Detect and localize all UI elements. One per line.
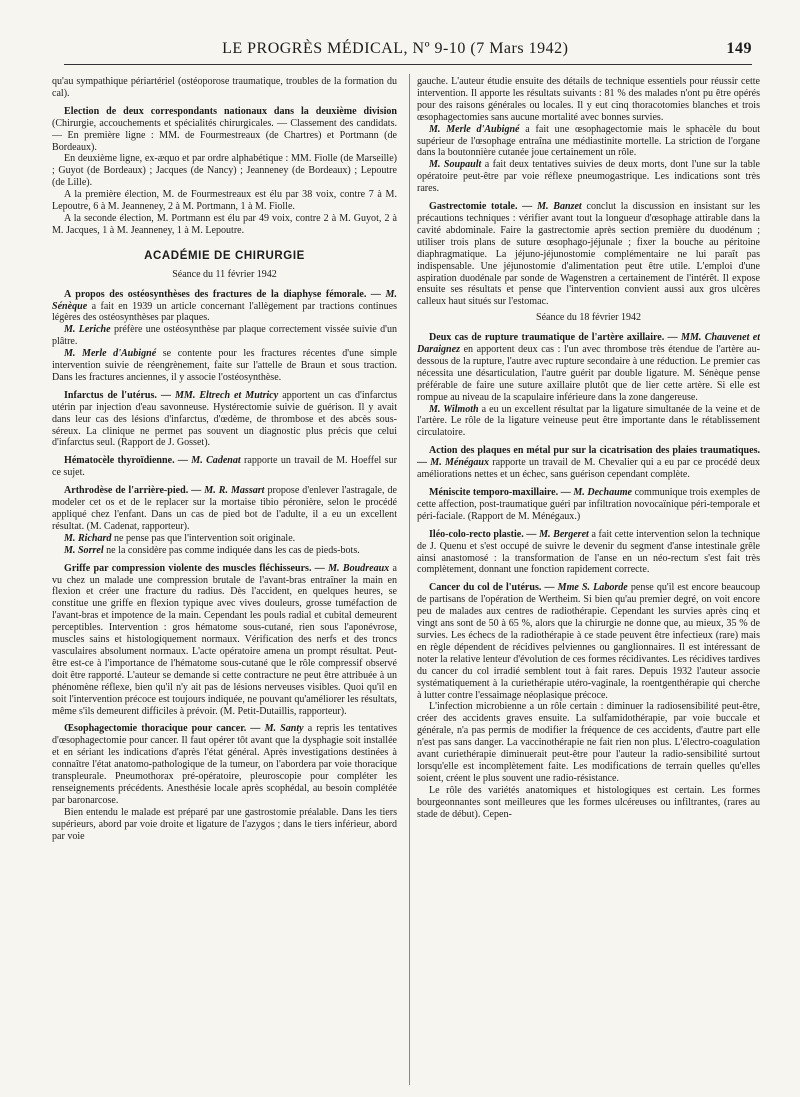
gastrec-title: Gastrectomie totale. — [429, 201, 518, 213]
election-paragraph-3: A la première élection, M. de Fourmestreaux est élu par 38 voix, contre 7 à M. Lepoutre, 6 à M. Jeanneney, 2 à M. Portmann, 1 à M. Fiolle. — [52, 189, 397, 213]
seance-date: Séance du 11 février 1942 — [172, 268, 277, 280]
griffe-title: Griffe par compression violente des muscles fléchisseurs. — [64, 562, 312, 574]
hemato-author: — M. Cadenat — [177, 455, 241, 467]
wilmoth-author: M. Wilmoth — [429, 403, 479, 415]
arthro-author: — M. R. Massart — [191, 485, 265, 497]
wilmoth-text: a eu un excellent résultat par la ligature simultanée de la veine et de l'artère. Le rôle de la ligature veineuse peut être importante dans le rétablissement circulatoire. — [417, 403, 760, 439]
hemato-title: Hématocèle thyroïdienne. — [64, 455, 175, 467]
menisc-paragraph — [417, 487, 760, 523]
rupture-title: Deux cas de rupture traumatique de l'artère axillaire. — [429, 332, 665, 344]
cancer-text: pense qu'il est encore beaucoup de partisans de l'opération de Wertheim. Si bien qu'au premier degré, on voit encore peu de malades aux centres de radiothérapie. Cependant les survies après cinq et vingt ans sont de 50 à 65 %, alors que la chirurgie ne donne que, au mieux, 35 % de survies. Les échecs de la radiothérapie à ce stade peuvent être infectieux (rare) mais en règle dépendent de récidives pelviennes ou ganglionnaires. Il est intéressant de noter la relative lenteur d'évolution de ces formes récidivantes. Les récidives tardives du cancer du col irradié semblent tout à fait rares. Depuis 1932 l'auteur associe systématiquement à la curiethérapie utéro-vaginale, la roentgenthérapie qui cherche à lutter contre l'essaimage néoplasique précoce. — [417, 582, 760, 701]
soupault-author: M. Soupault — [429, 159, 482, 171]
osteo-author: — M. Sénèque — [52, 288, 397, 312]
section-title: ACADÉMIE DE CHIRURGIE — [144, 249, 305, 262]
arthro-title: Arthrodèse de l'arrière-pied. — [64, 485, 189, 497]
hemato-paragraph — [52, 455, 397, 479]
infarctus-author: — MM. Eltrech et Mutricy — [160, 389, 279, 401]
leriche-author: M. Leriche — [64, 324, 111, 336]
richard-paragraph — [52, 533, 397, 545]
rupture-author: — MM. Chauvenet et Daraignez — [417, 332, 760, 356]
menisc-author: — M. Dechaume — [560, 487, 632, 498]
osteo-item — [52, 289, 397, 384]
ileo-author: — M. Bergeret — [526, 528, 589, 540]
richard-author: M. Richard — [64, 532, 112, 544]
plaques-author: — M. Ménégaux — [417, 457, 490, 469]
plaques-paragraph — [417, 445, 760, 481]
arthro-item — [52, 485, 397, 556]
infarctus-item — [52, 390, 397, 450]
richard-text: ne pense pas que l'intervention soit originale. — [113, 532, 296, 544]
page-number: 149 — [726, 40, 752, 57]
sorrel-author: M. Sorrel — [64, 544, 104, 556]
wilmoth-paragraph — [417, 404, 760, 440]
aubigne-paragraph — [52, 348, 397, 384]
column-divider — [409, 74, 410, 1085]
plaques-title: Action des plaques en métal pur sur la cicatrisation des plaies traumatiques. — [429, 445, 760, 457]
aubigne-text: se contente pour les fractures récentes d'une simple intervention suivie de réengrènement, faite sur l'attelle de Braun et sous traction. Dans les fractures anciennes, il y associe l'ostéosynthèse. — [52, 348, 397, 383]
infection-paragraph: L'infection microbienne a un rôle certain : diminuer la radiosensibilité peut-être, créer des accidents graves ensuite. La sulfamidothérapie, par voie buccale et générale, n'a pas permis de modifier la fréquence de ces accidents, d'autre part elle n'est pas sans danger. La vaccinothérapie ne fait rien non plus. L'électro-coagulation avant curiethérapie diminuerait peut-être pour l'auteur la radio-sensibilité surtout lorsqu'elle est incomplètement faite. Les modifications de terrain quelles qu'elles soient, créent le plus souvent une radio-résistance. — [417, 701, 760, 784]
cancer-author: — Mme S. Laborde — [544, 582, 628, 594]
rupture-text: en apportent deux cas : l'un avec thrombose très étendue de l'artère au-dessous de la rupture, l'autre avec rupture secondaire à une réduction. Le premier cas nécessita une désarticulation, l'autre guérit par double ligature. M. Sénèque pense préférable de faire une suture axillaire plutôt que de lier cette artère. Si elle est rompue au niveau de la scapulaire inférieure dans la zone dangereuse. — [417, 344, 760, 403]
ileo-text: a fait cette intervention selon la technique de J. Quenu et s'est occupé de suivre le devenir du segment d'anse intestinale grêle ainsi anastomosé : la transformation de l'anse en un néo-rectum s'est fait très complètement, donnant une fonction rapidement correcte. — [417, 528, 760, 576]
leriche-paragraph — [52, 324, 397, 348]
sorrel-paragraph — [52, 545, 397, 557]
osteo-text: a fait en 1939 un article concernant l'allègement par tractions continues légères des ostéosynthèses par plaques. — [52, 300, 397, 324]
griffe-paragraph — [52, 563, 397, 718]
griffe-item — [52, 563, 397, 718]
ileo-paragraph — [417, 529, 760, 577]
merle-author: M. Merle d'Aubigné — [429, 123, 520, 135]
hemato-item — [52, 455, 397, 479]
intro-paragraph: qu'au sympathique périartériel (ostéoporose traumatique, troubles de la formation du cal). — [52, 76, 397, 99]
merle-text: a fait une œsophagectomie mais le sphacèle du bout supérieur de l'œsophage entraîna une médiastinite mortelle. La striction de l'organe dans la boutonnière cutanée joue certainement un rôle. — [417, 123, 760, 159]
election-title: Election de deux correspondants nationaux dans la deuxième division — [64, 105, 397, 117]
election-text-1: (Chirurgie, accouchements et spécialités chirurgicales. — Classement des candidats. — En première ligne : MM. de Fourmestreaux (de Chartres) et Portmann (de Bordeaux). — [52, 117, 397, 153]
cancer-item — [417, 582, 760, 820]
left-column — [52, 76, 397, 1085]
gastrec-paragraph — [417, 201, 760, 308]
ileo-title: Iléo-colo-recto plastie. — [429, 528, 524, 540]
griffe-author: — M. Boudreaux — [314, 562, 390, 574]
infarctus-paragraph — [52, 390, 397, 450]
election-paragraph-2: En deuxième ligne, ex-æquo et par ordre alphabétique : MM. Fiolle (de Marseille) ; Guyot (de Bordeaux) ; Jacques (de Nancy) ; Jeanneney (de Bordeaux) ; Lepoutre (de Lille). — [52, 153, 397, 189]
page-header — [64, 40, 752, 62]
running-head: LE PROGRÈS MÉDICAL, Nº 9-10 (7 Mars 1942) — [222, 40, 569, 57]
menisc-title: Méniscite temporo-maxillaire. — [429, 487, 559, 498]
griffe-text: a vu chez un malade une compression brutale de l'avant-bras entraîner la main en flexion et créer une fracture du radius. Dès l'accident, en quelques heures, se constitue une griffe en flexion typique avec vives douleurs, grosse tuméfaction de l'avant-bras et impotence de la main. Cependant les pouls radial et cubital demeurent perceptibles. Intervention : gros hématome sous-cutané, rien sous l'aponévrose, muscles sains et histologiquement normaux. Vérification des nerfs et des troncs vasculaires absolument normaux. L'acte opératoire amena un prompt résultat. Peut-être est-ce à l'importance de l'hématome sous-cutané que le rôle compressif observé doit être rapporté. L'auteur se demande si cette contracture ne peut être attribuée à un phénomène réflexe, bien qu'il n'y ait pas de lésions nerveuses visibles. Quoi qu'il en soit l'intervention précoce est toujours indiquée, ne pouvant qu'améliorer les résultats, même s'ils demeurent difficiles à prévoir. (M. Petit-Dutaillis, rapporteur). — [52, 562, 397, 717]
menisc-item — [417, 487, 760, 523]
osteo-paragraph — [52, 289, 397, 325]
cancer-paragraph — [417, 582, 760, 701]
cancer-title: Cancer du col de l'utérus. — [429, 582, 542, 594]
continued-paragraph: gauche. L'auteur étudie ensuite des détails de technique essentiels pour réussir cette intervention. Il apporte les résultats suivants : 81 % des malades n'ont pu être opérés pour des raisons générales ou locales. Il y eut cinq thoracotomies blanches et trois œsophagectomies sans aucune mortalité avec bonnes survies. — [417, 76, 760, 123]
header-rule — [64, 64, 752, 65]
infarctus-title: Infarctus de l'utérus. — [64, 389, 157, 401]
oeso-paragraph-2: Bien entendu le malade est préparé par une gastrostomie préalable. Dans les tiers supérieurs, abord par voie droite et ligature de l'azygos ; dans le tiers inférieur, abord par voie — [52, 806, 397, 842]
right-column — [417, 76, 760, 1085]
soupault-text: a fait deux tentatives suivies de deux morts, dont l'une sur la table opératoire peut-être par voie réflexe pneumogastrique. Les indications sont très rares. — [417, 159, 760, 195]
osteo-title: A propos des ostéosynthèses des fractures de la diaphyse fémorale. — [64, 288, 367, 300]
oeso-author: — M. Santy — [250, 723, 304, 735]
infarctus-text: apportent un cas d'infarctus utérin par injection d'eau savonneuse. Hystérectomie suivie de guérison. Il y avait dans leur cas des lésions d'infarctus, d'œdème, de thrombose et des abcès sous-séreux. La clinique ne permet pas souvent un diagnostic plus précis que celui d'infarctus seul. (Rapport de J. Gosset). — [52, 389, 397, 449]
oeso-paragraph — [52, 723, 397, 806]
sorrel-text: ne la considère pas comme indiquée dans les cas de pieds-bots. — [106, 544, 360, 556]
rupture-paragraph — [417, 332, 760, 403]
soupault-paragraph — [417, 159, 760, 195]
ileo-item — [417, 529, 760, 577]
merle-paragraph — [417, 124, 760, 160]
arthro-paragraph — [52, 485, 397, 533]
aubigne-author: M. Merle d'Aubigné — [64, 348, 157, 360]
gastrec-item — [417, 201, 760, 308]
role-paragraph: Le rôle des variétés anatomiques et histologiques est certain. Les formes bourgeonnantes sont meilleures que les formes ulcéreuses ou infiltrantes, (rares au stade de début). Cepen- — [417, 784, 760, 820]
menisc-text: communique trois exemples de cette affection, post-traumatique guéri par infiltration novocaïnique péri-temporale et péri-faciale. (Rapport de M. Ménégaux.) — [417, 487, 760, 522]
election-item — [52, 106, 397, 237]
oeso-title: Œsophagectomie thoracique pour cancer. — [64, 723, 247, 735]
arthro-text: propose d'enlever l'astragale, de modeler cet os et de le replacer sur la mortaise tibio péronière, selon le procédé appliqué chez l'enfant. Dans un cas de pied bot de l'adulte, il a eu un excellent résultat. (M. Cadenat, rapporteur). — [52, 485, 397, 532]
plaques-text: rapporte un travail de M. Chevalier qui a eu par ce procédé deux améliorations nettes et un échec, sans guérison cependant complète. — [417, 457, 760, 481]
seance-date-2: Séance du 18 février 1942 — [536, 312, 641, 324]
oeso-text: a repris les tentatives d'œsophagectomie pour cancer. Il faut opérer tôt avant que la dysphagie soit installée et en sériant les indications d'après l'état général. Après investigations destinées à connaître l'état anatomo-pathologique de la tumeur, on l'abordera par voie thoracique transpleurale. Pneumothorax pré-opératoire, pleuroscopie pour compléter les renseignements précédents. Anesthésie locale après scophédal, au besoin complétée par baronarcose. — [52, 723, 397, 806]
rupture-item — [417, 332, 760, 439]
election-paragraph-4: A la seconde élection, M. Portmann est élu par 49 voix, contre 2 à M. Guyot, 2 à M. Jacques, 1 à M. Jeanneney, 1 à M. Lepoutre. — [52, 212, 397, 236]
gastrec-author: — M. Banzet — [522, 201, 582, 213]
gastrec-text: conclut la discussion en insistant sur les précautions techniques : vérifier avant tout la longueur d'œsophage attirable dans la cavité abdominale. Faire la gastrectomie après section première du duodénum ; utiliser trois plans de suture œsophago-jéjunale ; fixer la bouche au péritoine diaphragmatique. La jéjuno-jéjunostomie complémentaire ne lui paraît pas indispensable. Une jéjunostomie d'alimentation peut être utile. L'emploi d'une aspiration duodénale par sonde de Wagenstren a certainement de l'intérêt. Il expose ensuite ses résultats et pense que l'intervention convient aussi aux gros ulcères calleux haut situés sur l'estomac. — [417, 201, 760, 308]
oeso-item — [52, 723, 397, 842]
plaques-item — [417, 445, 760, 481]
election-paragraph — [52, 106, 397, 154]
leriche-text: préfère une ostéosynthèse par plaque correctement vissée suivie d'un plâtre. — [52, 324, 397, 348]
hemato-text: rapporte un travail de M. Hoeffel sur ce sujet. — [52, 455, 397, 479]
